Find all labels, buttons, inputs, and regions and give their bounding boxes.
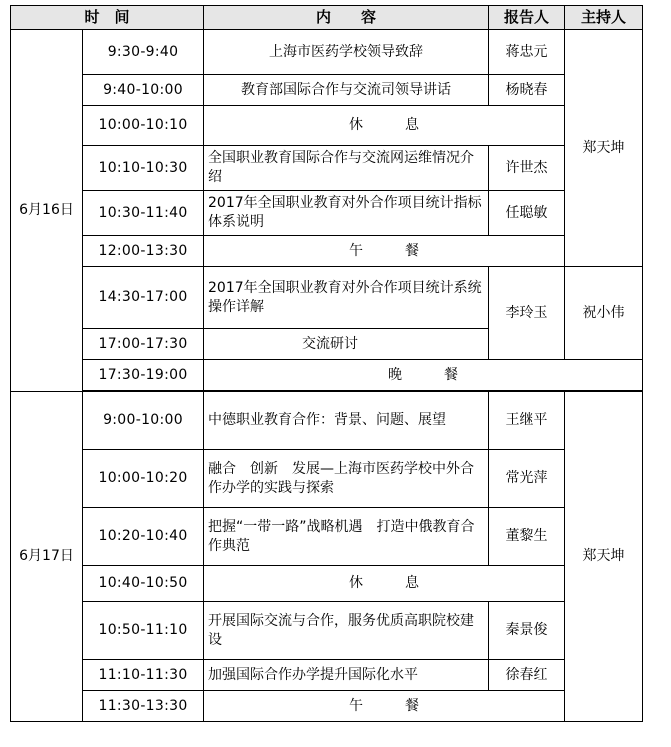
content-cell: 中德职业教育合作：背景、问题、展望 xyxy=(204,392,489,450)
speaker-cell: 蒋忠元 xyxy=(489,30,565,75)
meal-cell: 午 餐 xyxy=(204,236,565,267)
date-cell: 6月16日 xyxy=(11,30,83,392)
table-row xyxy=(11,30,643,75)
content-cell: 把握“一带一路”战略机遇 打造中俄教育合作典范 xyxy=(204,508,489,566)
table-row xyxy=(11,602,643,660)
table-row xyxy=(11,450,643,508)
meal-cell: 午 餐 xyxy=(204,691,565,722)
content-cell: 开展国际交流与合作，服务优质高职院校建设 xyxy=(204,602,489,660)
time-cell: 10:50-11:10 xyxy=(83,602,204,660)
header-host: 主持人 xyxy=(565,6,643,30)
time-cell: 10:00-10:20 xyxy=(83,450,204,508)
header-row xyxy=(11,6,643,30)
speaker-cell: 杨晓春 xyxy=(489,75,565,106)
content-cell: 教育部国际合作与交流司领导讲话 xyxy=(204,75,489,106)
content-cell: 加强国际合作办学提升国际化水平 xyxy=(204,660,489,691)
meal-cell: 晚 餐 xyxy=(204,360,643,391)
time-cell: 10:00-10:10 xyxy=(83,106,204,146)
table-row xyxy=(11,267,643,329)
host-cell: 郑天坤 xyxy=(565,392,643,722)
speaker-cell: 许世杰 xyxy=(489,146,565,191)
time-cell: 12:00-13:30 xyxy=(83,236,204,267)
content-cell: 2017年全国职业教育对外合作项目统计系统操作详解 xyxy=(204,267,489,329)
host-cell: 祝小伟 xyxy=(565,267,643,360)
time-cell: 11:30-13:30 xyxy=(83,691,204,722)
header-speaker: 报告人 xyxy=(489,6,565,30)
time-cell: 14:30-17:00 xyxy=(83,267,204,329)
time-cell: 11:10-11:30 xyxy=(83,660,204,691)
table-row xyxy=(11,660,643,691)
time-cell: 10:30-11:40 xyxy=(83,191,204,236)
content-cell: 融合 创新 发展—上海市医药学校中外合作办学的实践与探索 xyxy=(204,450,489,508)
date-cell: 6月17日 xyxy=(11,392,83,722)
time-cell: 17:00-17:30 xyxy=(83,329,204,360)
host-cell: 郑天坤 xyxy=(565,30,643,267)
speaker-cell: 任聪敏 xyxy=(489,191,565,236)
table-row xyxy=(11,236,643,267)
time-cell: 10:20-10:40 xyxy=(83,508,204,566)
table-row xyxy=(11,191,643,236)
content-cell: 上海市医药学校领导致辞 xyxy=(204,30,489,75)
break-cell: 休 息 xyxy=(204,106,565,146)
header-content: 内 容 xyxy=(204,6,489,30)
content-cell: 交流研讨 xyxy=(204,329,489,360)
time-cell: 9:40-10:00 xyxy=(83,75,204,106)
header-time: 时 间 xyxy=(11,6,204,30)
speaker-cell: 徐春红 xyxy=(489,660,565,691)
time-cell: 9:00-10:00 xyxy=(83,392,204,450)
time-cell: 10:40-10:50 xyxy=(83,566,204,602)
speaker-cell: 王继平 xyxy=(489,392,565,450)
time-cell: 17:30-19:00 xyxy=(83,360,204,391)
speaker-cell: 李玲玉 xyxy=(489,267,565,360)
table-row xyxy=(11,691,643,722)
table-row xyxy=(11,392,643,450)
time-cell: 9:30-9:40 xyxy=(83,30,204,75)
table-row xyxy=(11,75,643,106)
table-row xyxy=(11,508,643,566)
break-cell: 休 息 xyxy=(204,566,565,602)
table-row xyxy=(11,566,643,602)
speaker-cell: 董黎生 xyxy=(489,508,565,566)
table-row xyxy=(11,146,643,191)
table-row xyxy=(11,360,643,391)
content-cell: 2017年全国职业教育对外合作项目统计指标体系说明 xyxy=(204,191,489,236)
content-cell: 全国职业教育国际合作与交流网运维情况介绍 xyxy=(204,146,489,191)
schedule-table xyxy=(10,5,643,722)
time-cell: 10:10-10:30 xyxy=(83,146,204,191)
speaker-cell: 秦景俊 xyxy=(489,602,565,660)
table-row xyxy=(11,106,643,146)
speaker-cell: 常光萍 xyxy=(489,450,565,508)
